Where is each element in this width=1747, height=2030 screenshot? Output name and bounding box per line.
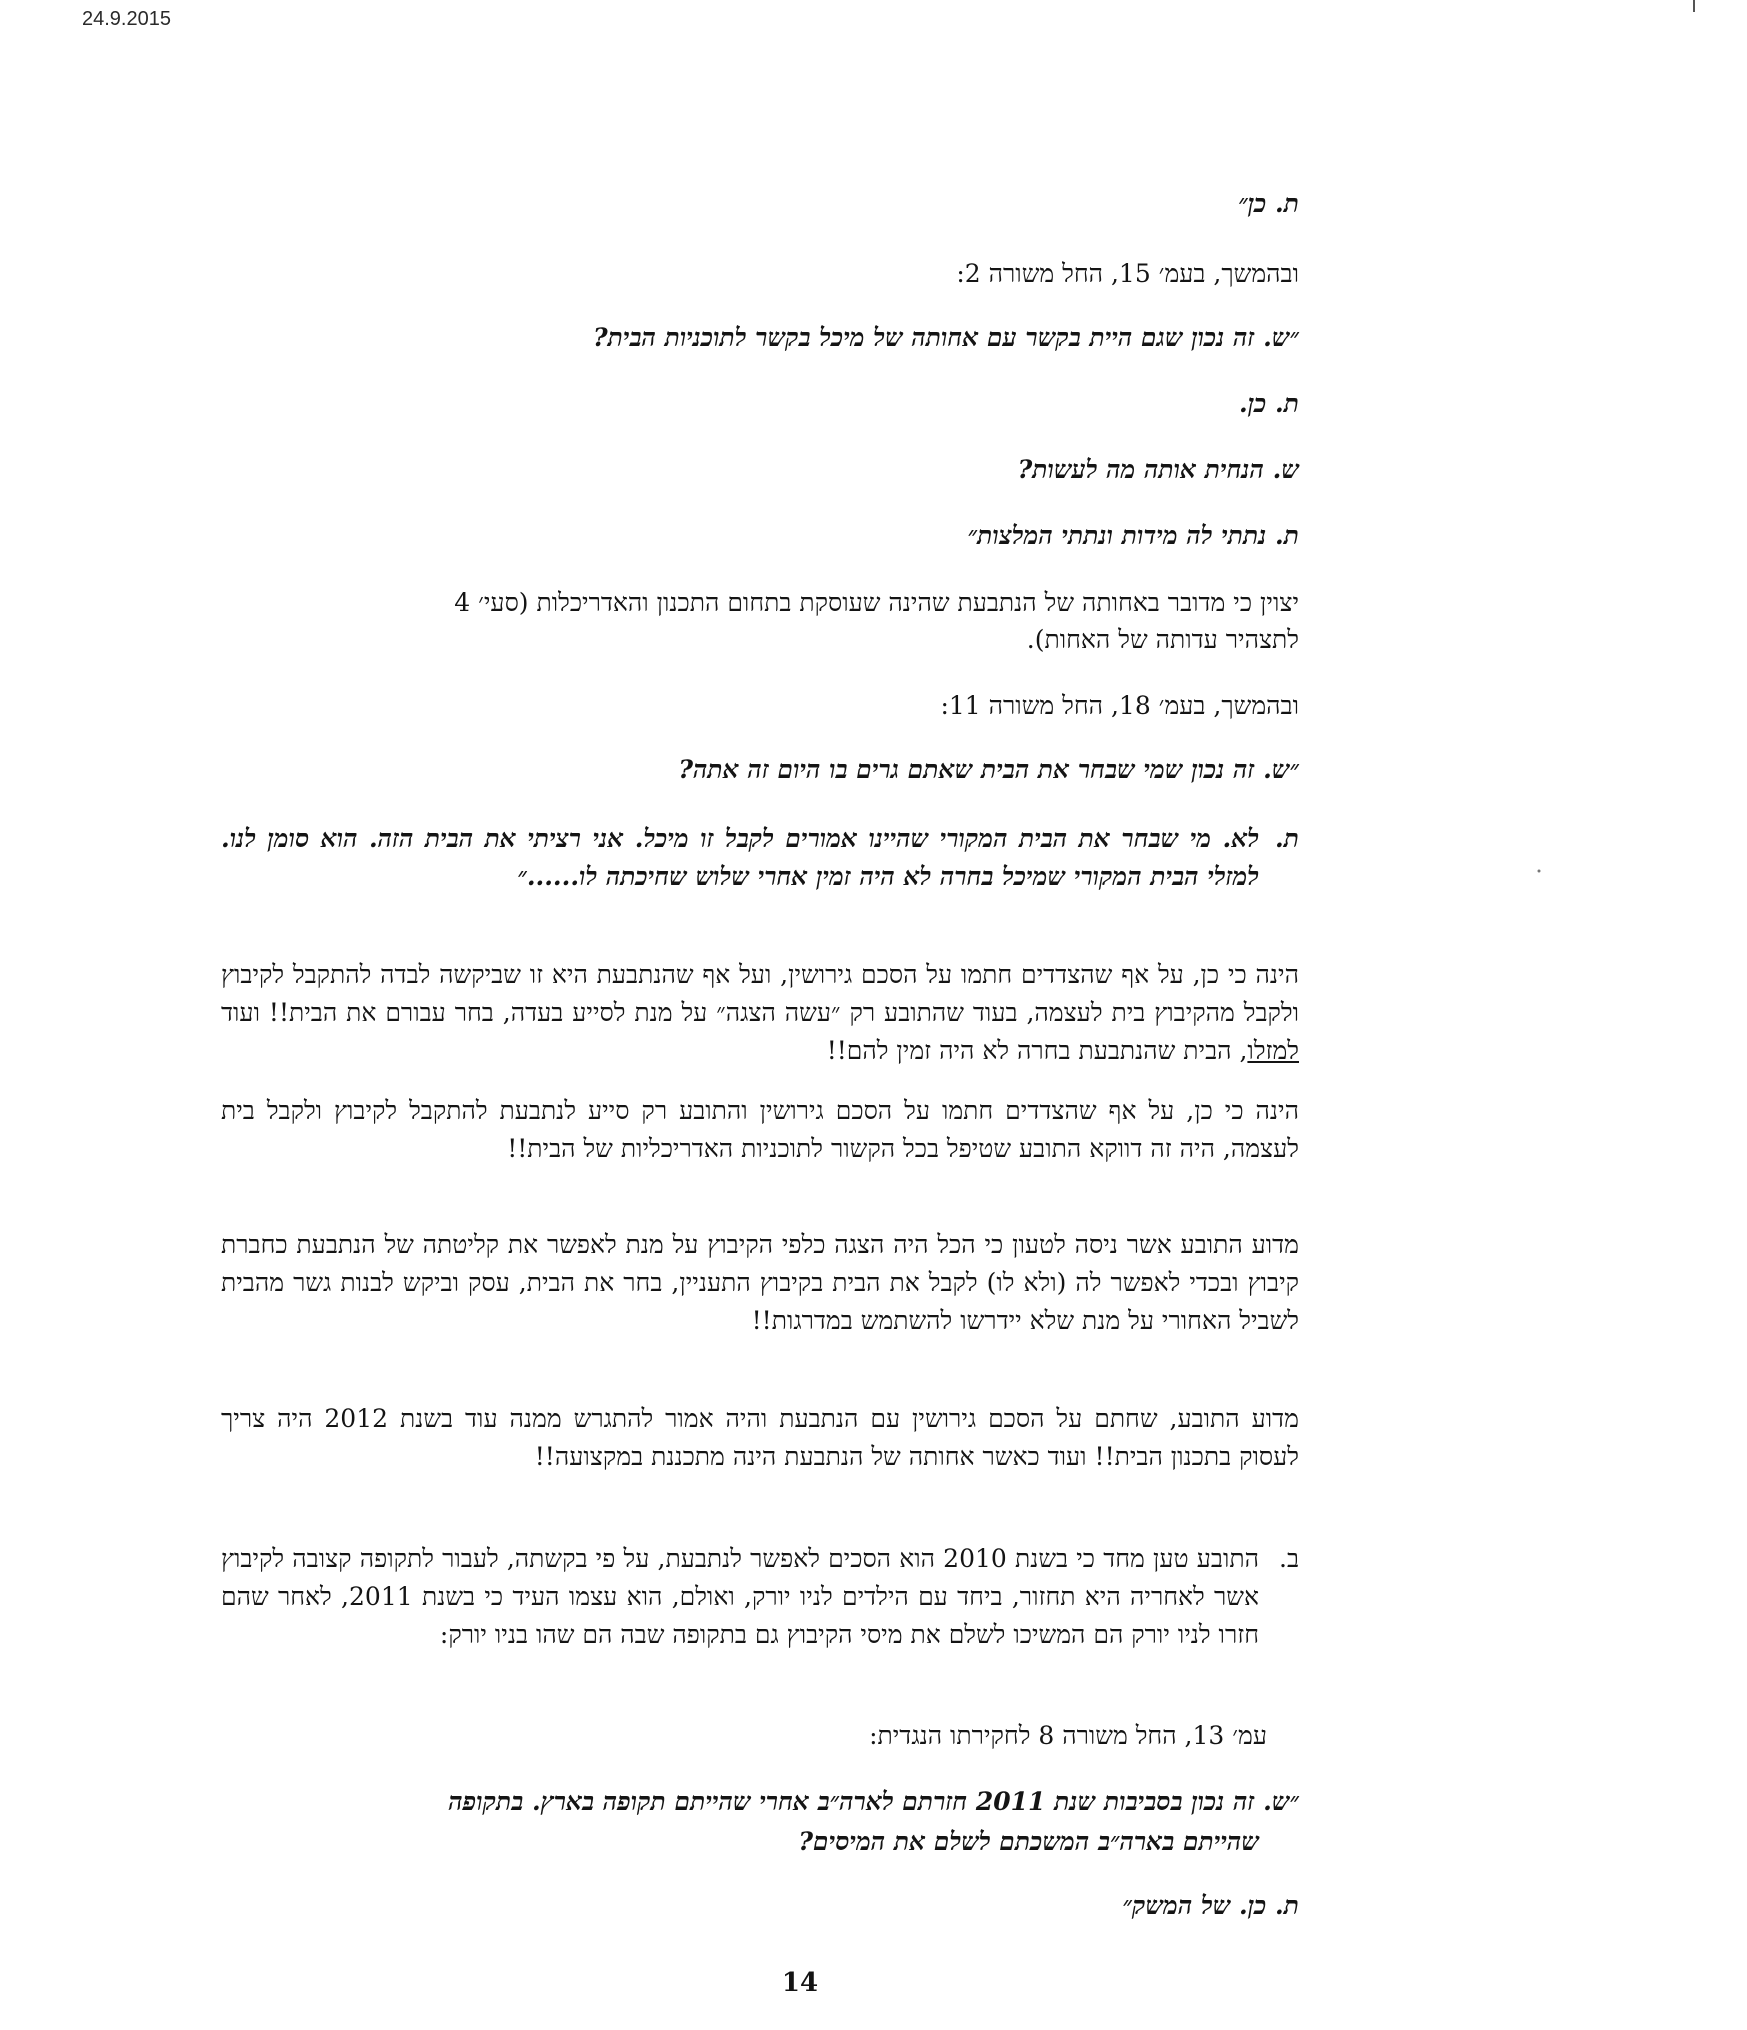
question-2011-line1: ״ש. זה נכון בסביבות שנת 2011 חזרתם לארה״ב אחרי שהייתם תקופה בארץ. בתקופה <box>448 1787 1299 1816</box>
question-sister: ״ש. זה נכון שגם היית בקשר עם אחותה של מיכל בקשר לתוכניות הבית? <box>593 323 1299 352</box>
paragraph-why-plaintiff: מדוע התובע אשר ניסה לטעון כי הכל היה הצגה כלפי הקיבוץ על מנת לאפשר את קליטתה של הנתבעת כחברת קיבוץ ובכדי לאפשר לה (ולא לו) לקבל את הבית בקיבוץ התעניין, בחר את הבית, עסק וביקש לבנות גשר מהבית לשביל האחורי על מנת שלא יידרשו להשתמש במדרגות!! <box>221 1230 1299 1335</box>
answer-measurements: ת. נתתי לה מידות ונתתי המלצות״ <box>967 521 1299 550</box>
answer-label: ת. <box>1275 824 1299 853</box>
answer-yes-2: ת. כן. <box>1239 389 1299 418</box>
scan-speck-top <box>1690 0 1698 14</box>
reference-p18: ובהמשך, בעמ׳ 18, החל משורה 11: <box>940 691 1299 720</box>
note-sister-line1: יצוין כי מדובר באחותה של הנתבעת שהינה שעוסקת בתחום התכנון והאדריכלות (סעי׳ 4 <box>454 588 1299 617</box>
paragraph-chose-house <box>221 956 1299 1070</box>
paragraph-text: הינה כי כן, על אף שהצדדים חתמו על הסכם גירושין, ועל אף שהנתבעת היא זו שביקשה לבדה להתקבל לקיבוץ ולקבל מהקיבוץ בית לעצמה, בעוד שהתובע רק ״עשה הצגה״ על מנת לסייע בעדה, בחר עבורם את הבית!! ועוד <box>221 960 1299 1027</box>
underlined-word: למזלו <box>1247 1036 1299 1065</box>
reference-p15: ובהמשך, בעמ׳ 15, החל משורה 2: <box>956 259 1299 288</box>
answer-yes-1: ת. כן״ <box>1238 189 1299 218</box>
reference-p13: עמ׳ 13, החל משורה 8 לחקירתו הנגדית: <box>869 1721 1267 1750</box>
question-guided: ש. הנחית אותה מה לעשות? <box>1017 455 1299 484</box>
page-number: 14 <box>781 1968 819 1998</box>
question-2011-line2: שהייתם בארה״ב המשכתם לשלם את המיסים? <box>798 1827 1259 1856</box>
answer-farm: ת. כן. של המשק״ <box>1122 1891 1299 1920</box>
answer-text: לא. מי שבחר את הבית המקורי שהיינו אמורים לקבל זו מיכל. אני רציתי את הבית הזה. הוא סומן לנו. למזלי הבית המקורי שמיכל בחרה לא היה זמין אחרי שלוש שחיכתה לו......״ <box>221 824 1259 891</box>
paragraph-architecture: הינה כי כן, על אף שהצדדים חתמו על הסכם גירושין והתובע רק סייע לנתבעת להתקבל לקיבוץ ולקבל בית לעצמה, היה זה דווקא התובע שטיפל בכל הקשור לתוכניות האדריכליות של הבית!! <box>221 1096 1299 1163</box>
note-sister-line2: לתצהיר עדותה של האחות). <box>1026 625 1299 654</box>
answer-chose-house <box>221 820 1299 896</box>
section-b-label: ב. <box>1279 1544 1299 1573</box>
scan-speck-right <box>1536 868 1542 874</box>
paragraph-text-end: , הבית שהנתבעת בחרה לא היה זמין להם!! <box>826 1036 1248 1065</box>
section-b-text: התובע טען מחד כי בשנת 2010 הוא הסכים לאפשר לנתבעת, על פי בקשתה, לעבור לתקופה קצובה לקיבוץ אשר לאחריה היא תחזור, ביחד עם הילדים לניו יורק, ואולם, הוא עצמו העיד כי בשנת 2011, לאחר שהם חזרו לניו יורק הם המשיכו לשלם את מיסי הקיבוץ גם בתקופה שבה הם שהו בניו יורק: <box>221 1544 1260 1649</box>
question-chose-house: ״ש. זה נכון שמי שבחר את הבית שאתם גרים בו היום זה אתה? <box>678 755 1299 784</box>
section-b <box>221 1540 1299 1654</box>
paragraph-divorce-2012: מדוע התובע, שחתם על הסכם גירושין עם הנתבעת והיה אמור להתגרש ממנה עוד בשנת 2012 היה צריך לעסוק בתכנון הבית!! ועוד כאשר אחותה של הנתבעת הינה מתכננת במקצועה!! <box>221 1404 1299 1471</box>
print-date: 24.9.2015 <box>82 8 171 30</box>
